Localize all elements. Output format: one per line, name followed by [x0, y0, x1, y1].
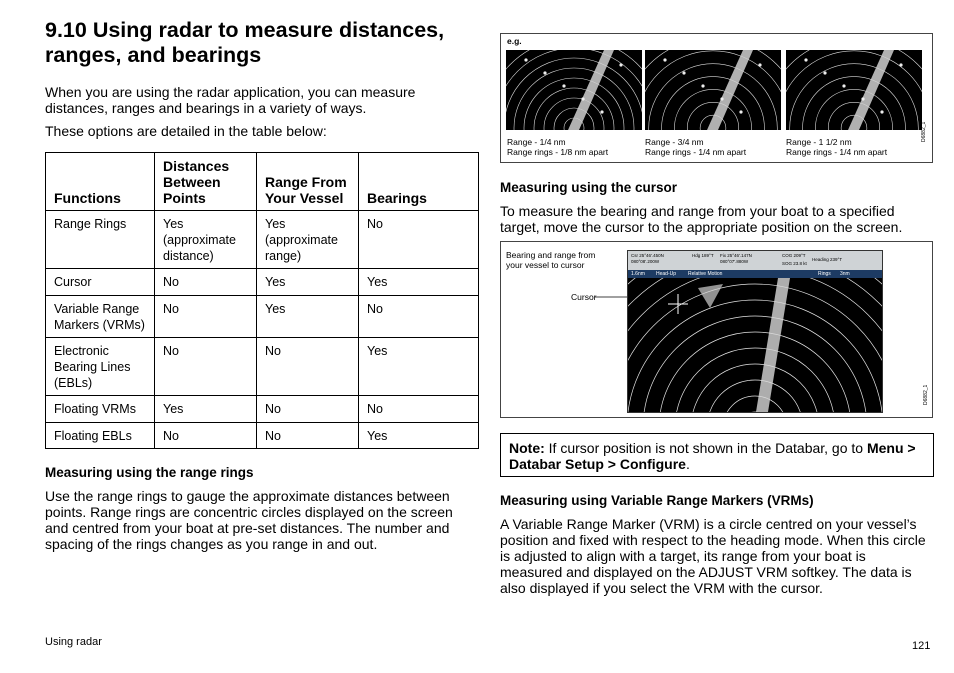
table-row — [46, 269, 479, 296]
table-header: Distances Between Points — [155, 153, 257, 211]
range-rings-paragraph: Use the range rings to gauge the approximate distances between points. Range rings are concentric circles displayed on the screen and centred from your boat at pre-set distances. The number and spacing of the rings changes as you range in and out. — [45, 488, 453, 552]
table-cell: Yes — [257, 269, 359, 296]
note-end: . — [685, 456, 690, 472]
databar-heading-mode: Heading 239°T — [812, 257, 843, 262]
databar-sog: SOG 23.8 kt — [782, 261, 807, 266]
table-header: Range From Your Vessel — [257, 153, 359, 211]
status-orientation: Head-Up — [656, 271, 677, 277]
note-text: If cursor position is not shown in the Databar, go to — [544, 440, 867, 456]
radar-ppi — [628, 278, 882, 412]
databar-cog: COG 209°T — [782, 253, 806, 258]
table-row — [46, 211, 479, 269]
status-range: 1.6nm — [631, 271, 645, 277]
radar-screen — [627, 250, 883, 413]
figure-eg-label: e.g. — [507, 36, 522, 46]
table-cell: Floating VRMs — [46, 396, 155, 423]
table-cell: Range Rings — [46, 211, 155, 269]
table-header: Functions — [46, 153, 155, 211]
table-header: Bearings — [359, 153, 479, 211]
table-cell: No — [155, 338, 257, 396]
measurement-options-table — [45, 152, 479, 449]
databar-fix: Fix 25°46'.147N 080°07'.880W — [720, 253, 752, 264]
table-row — [46, 396, 479, 423]
cursor-label: Cursor — [571, 292, 597, 302]
table-cell: Yes — [257, 296, 359, 338]
table-row — [46, 296, 479, 338]
caption-range: Range - 1/4 nm — [507, 137, 566, 147]
range-rings-heading: Measuring using the range rings — [45, 465, 254, 480]
footer-section: Using radar — [45, 636, 102, 648]
table-cell: No — [359, 296, 479, 338]
table-cell: No — [257, 396, 359, 423]
table-cell: No — [155, 423, 257, 449]
radar-image-strip — [506, 50, 926, 130]
table-cell: Yes — [359, 269, 479, 296]
bearing-range-label: Bearing and range from your vessel to cursor — [506, 250, 596, 270]
vrm-heading: Measuring using Variable Range Markers (VRMs) — [500, 493, 814, 508]
intro-paragraph: When you are using the radar application, you can measure distances, ranges and bearings in a variety of ways. — [45, 84, 416, 116]
table-cell: No — [257, 338, 359, 396]
status-bar — [628, 270, 882, 278]
cursor-figure — [500, 241, 933, 418]
table-cell: Yes (approximate distance) — [155, 211, 257, 269]
table-row — [46, 423, 479, 449]
status-ring-spacing: 3nm — [840, 271, 850, 277]
table-cell: No — [155, 296, 257, 338]
note-menu-path: Menu > Databar Setup > Configure — [509, 440, 916, 472]
page-number: 121 — [912, 640, 931, 652]
table-cell: Variable Range Markers (VRMs) — [46, 296, 155, 338]
figure-id: D6882_1 — [921, 121, 927, 142]
radar-panel — [623, 50, 803, 130]
caption-rings: Range rings - 1/4 nm apart — [786, 147, 888, 157]
caption-range: Range - 1 1/2 nm — [786, 137, 852, 147]
table-cell: Cursor — [46, 269, 155, 296]
table-cell: No — [155, 269, 257, 296]
table-cell: Floating EBLs — [46, 423, 155, 449]
table-cell: Electronic Bearing Lines (EBLs) — [46, 338, 155, 396]
databar-cursor: Csr 25°46'.450N 080°08'.200W — [631, 253, 664, 264]
page-title: 9.10 Using radar to measure distances, ranges, and bearings — [45, 18, 445, 67]
note-box — [500, 433, 934, 477]
table-cell: Yes — [155, 396, 257, 423]
table-row — [46, 338, 479, 396]
vrm-paragraph: A Variable Range Marker (VRM) is a circle centred on your vessel’s position and fixed with respect to the heading mode. When this circle is adjusted to align with a target, its range from your boat is measured and displayed on the ADJUST VRM softkey. The data is also displayed if you select the VRM with the cursor. — [500, 516, 926, 596]
radar-panel — [764, 50, 926, 130]
status-motion: Relative Motion — [688, 271, 723, 277]
table-cell: Yes — [359, 423, 479, 449]
intro-table-lead: These options are detailed in the table below: — [45, 123, 327, 139]
note-label: Note: — [509, 440, 545, 456]
caption-range: Range - 3/4 nm — [645, 137, 704, 147]
table-cell: Yes — [359, 338, 479, 396]
figure-id: D6882_1 — [923, 384, 929, 405]
radar-panel — [506, 50, 664, 130]
cursor-heading: Measuring using the cursor — [500, 180, 678, 195]
status-rings: Rings — [818, 271, 831, 277]
databar-heading: Hdg 189°T — [692, 253, 714, 258]
table-cell: No — [359, 396, 479, 423]
caption-rings: Range rings - 1/8 nm apart — [507, 147, 609, 157]
table-cell: Yes (approximate range) — [257, 211, 359, 269]
cursor-paragraph: To measure the bearing and range from your boat to a specified target, move the cursor to the appropriate position on the screen. — [500, 203, 903, 235]
table-cell: No — [257, 423, 359, 449]
table-cell: No — [359, 211, 479, 269]
caption-rings: Range rings - 1/4 nm apart — [645, 147, 747, 157]
range-rings-figure — [500, 33, 933, 163]
databar — [628, 251, 882, 270]
